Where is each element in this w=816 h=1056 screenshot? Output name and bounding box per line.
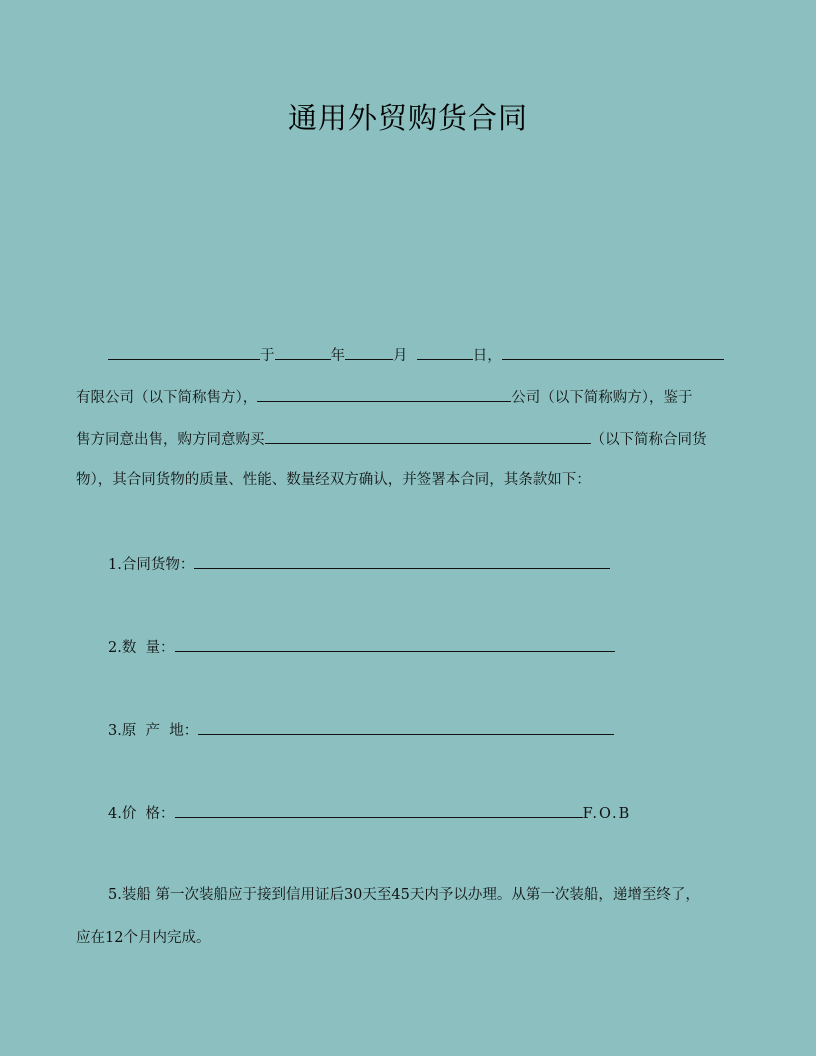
- agree-prefix-text: 售方同意出售，购方同意购买: [76, 432, 265, 448]
- clause-quantity: [108, 636, 615, 658]
- goods-field[interactable]: [194, 553, 610, 569]
- day-text: 日，: [472, 348, 502, 364]
- intro-line-2: [76, 386, 746, 408]
- month-blank[interactable]: [345, 344, 393, 360]
- price-suffix: F.O.B: [582, 806, 632, 822]
- origin-field[interactable]: [198, 719, 614, 735]
- clause-shipment-line-1: 5.装船 第一次装船应于接到信用证后30天至45天内予以办理。从第一次装船，递增至终了，: [108, 887, 700, 903]
- clause-price-label: 4.价 格：: [108, 806, 175, 822]
- intro-line-1: [108, 344, 778, 366]
- buyer-company-blank[interactable]: [257, 386, 511, 402]
- intro-line-4: 物），其合同货物的质量、性能、数量经双方确认，并签署本合同，其条款如下：: [76, 472, 591, 488]
- year-text: 年: [330, 348, 345, 364]
- contract-title: 通用外贸购货合同: [287, 101, 528, 135]
- clause-origin: [108, 719, 614, 741]
- clause-goods: [108, 553, 610, 575]
- yu-text: 于: [260, 348, 275, 364]
- buyer-blank[interactable]: [502, 344, 724, 360]
- clause-origin-label: 3.原 产 地：: [108, 723, 199, 739]
- goods-blank[interactable]: [265, 428, 591, 444]
- year-blank[interactable]: [275, 344, 331, 360]
- buyer-suffix-text: 公司（以下简称购方），鉴于: [511, 390, 693, 406]
- clause-price: [108, 802, 631, 824]
- clause-shipment-line-2: 应在12个月内完成。: [76, 930, 211, 946]
- goods-suffix-text: （以下简称合同货: [590, 432, 707, 448]
- intro-line-3: [76, 428, 746, 450]
- seller-suffix-text: 有限公司（以下简称售方），: [76, 390, 258, 406]
- quantity-field[interactable]: [175, 636, 615, 652]
- day-blank[interactable]: [417, 344, 473, 360]
- month-text: 月: [393, 348, 408, 364]
- clause-goods-label: 1.合同货物：: [108, 557, 195, 573]
- price-field[interactable]: [175, 802, 583, 818]
- clause-quantity-label: 2.数 量：: [108, 640, 175, 656]
- seller-blank[interactable]: [108, 344, 260, 360]
